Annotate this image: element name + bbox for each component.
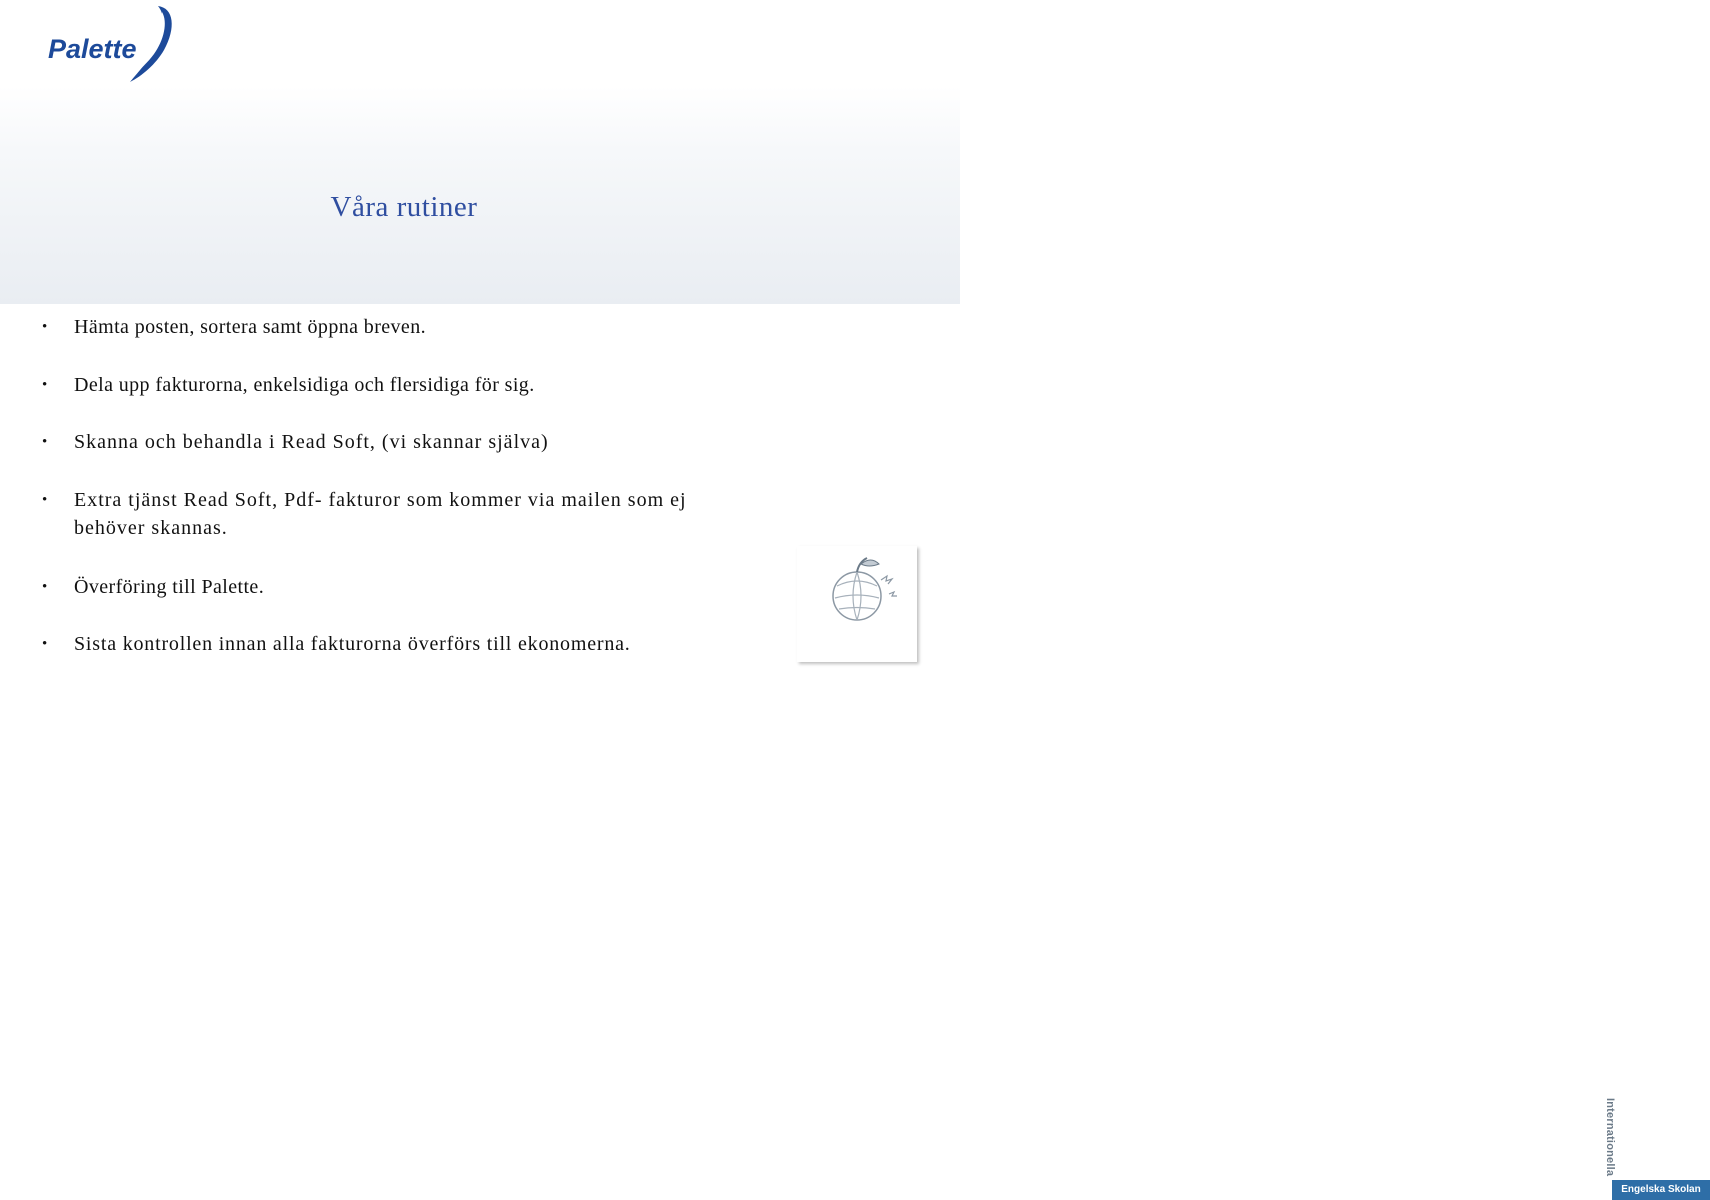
bullet-icon: • — [42, 492, 49, 508]
bullet-text: Dela upp fakturorna, enkelsidiga och flersidiga för sig. — [74, 374, 535, 396]
list-item — [42, 486, 762, 542]
bullet-icon: • — [42, 377, 48, 393]
list-item — [42, 428, 762, 456]
bullet-text: Skanna och behandla i Read Soft, (vi skannar själva) — [74, 431, 549, 453]
school-logo-vertical-text: Internationella — [1604, 1098, 1616, 1177]
school-logo-name: Engelska Skolan — [1612, 1180, 1710, 1200]
bullet-text: Överföring till Palette. — [74, 576, 265, 598]
slide-title: Våra rutiner — [330, 191, 478, 223]
bullet-icon: • — [42, 579, 48, 595]
bullet-text: Sista kontrollen innan alla fakturorna överförs till ekonomerna. — [74, 633, 631, 655]
palette-logo-text: Palette — [48, 34, 137, 64]
bullet-icon: • — [42, 319, 48, 335]
school-logo — [797, 546, 1701, 1195]
list-item — [42, 630, 782, 658]
apple-globe-icon — [797, 546, 917, 662]
bullet-text: Hämta posten, sortera samt öppna breven. — [74, 316, 427, 338]
list-item — [42, 573, 762, 601]
bullet-icon: • — [42, 636, 49, 652]
list-item — [42, 313, 762, 341]
list-item — [42, 371, 762, 399]
bullet-text: Extra tjänst Read Soft, Pdf- fakturor som kommer via mailen som ej behöver skannas. — [74, 489, 687, 539]
bullet-icon: • — [42, 434, 49, 450]
